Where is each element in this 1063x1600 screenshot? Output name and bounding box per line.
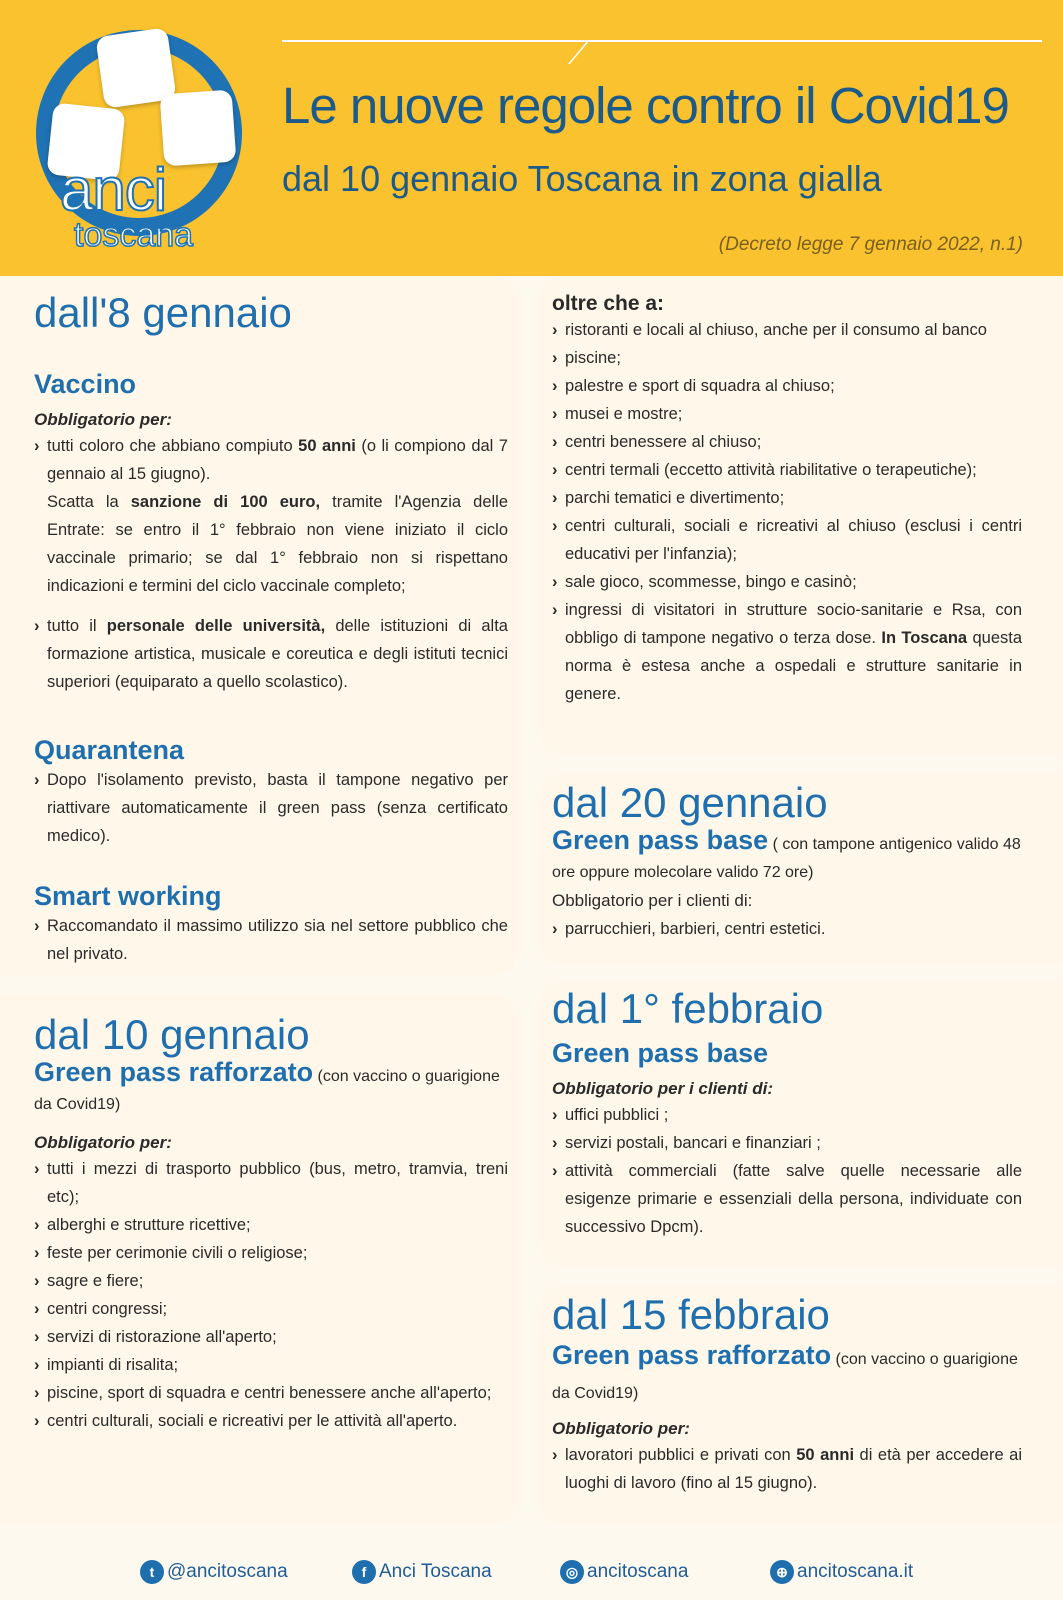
speech-bubble-tail <box>568 40 624 64</box>
vaccino-list <box>34 432 508 696</box>
section-date: dal 20 gennaio <box>552 779 828 826</box>
list-item: › centri culturali, sociali e ricreativi al chiuso (esclusi i centri educativi per l'infanzia); <box>552 512 1022 568</box>
list-item: › servizi di ristorazione all'aperto; <box>34 1323 508 1351</box>
list-item: › servizi postali, bancari e finanziari ; <box>552 1129 1022 1157</box>
section-date: dal 1° febbraio <box>552 985 824 1032</box>
header-banner <box>0 0 1063 276</box>
facebook-link[interactable]: f Anci Toscana <box>352 1560 492 1584</box>
anci-toscana-logo <box>14 10 264 260</box>
list-item: › uffici pubblici ; <box>552 1101 1022 1129</box>
obligation-label: Obbligatorio per i clienti di: <box>552 891 753 911</box>
logo-word: anci <box>60 156 167 223</box>
green-pass-heading: Green pass rafforzato (con vaccino o guarigione da Covid19) <box>552 1340 1018 1403</box>
list-item: › ingressi di visitatori in strutture socio-sanitarie e Rsa, con obbligo di tampone negativo o terza dose. In Toscana questa norma è estesa anche a ospedali e strutture sanitarie in genere. <box>552 596 1022 708</box>
twitter-link[interactable]: t @ancitoscana <box>140 1560 288 1584</box>
speech-bubble-line <box>282 40 1042 42</box>
section-dall-8-gennaio <box>34 290 508 336</box>
page-subtitle: dal 10 gennaio Toscana in zona gialla <box>282 158 882 199</box>
list-item: › piscine, sport di squadra e centri benessere anche all'aperto; <box>34 1379 508 1407</box>
section-dal-1-febbraio <box>552 986 1022 1241</box>
vaccino-block <box>34 368 508 696</box>
list-item: › centri benessere al chiuso; <box>552 428 1022 456</box>
list-item: › sagre e fiere; <box>34 1267 508 1295</box>
list-item: › parchi tematici e divertimento; <box>552 484 1022 512</box>
list-item: › ristoranti e locali al chiuso, anche per il consumo al banco <box>552 316 1022 344</box>
section-heading: Vaccino <box>34 369 137 399</box>
obligation-label: Obbligatorio per i clienti di: <box>552 1079 774 1099</box>
globe-icon: ⊕ <box>770 1560 794 1584</box>
instagram-icon: ◎ <box>560 1560 584 1584</box>
list-item: › musei e mostre; <box>552 400 1022 428</box>
list-item: › palestre e sport di squadra al chiuso; <box>552 372 1022 400</box>
list-item: › Raccomandato il massimo utilizzo sia nel settore pubblico che nel privato. <box>34 912 508 968</box>
quarantena-block <box>34 734 508 850</box>
list-item: › feste per cerimonie civili o religiose; <box>34 1239 508 1267</box>
list-item: › lavoratori pubblici e privati con 50 anni di età per accedere ai luoghi di lavoro (fino al 15 giugno). <box>552 1441 1022 1497</box>
section-date: dall'8 gennaio <box>34 289 292 336</box>
list-item: › tutto il personale delle università, delle istituzioni di alta formazione artistica, musicale e coreutica e degli istituti tecnici superiori (equiparato a quello scolastico). <box>34 612 508 696</box>
obligation-label: Obbligatorio per: <box>552 1419 690 1439</box>
decree-reference: (Decreto legge 7 gennaio 2022, n.1) <box>718 234 1023 255</box>
list-item: › alberghi e strutture ricettive; <box>34 1211 508 1239</box>
section-heading: Quarantena <box>34 735 185 765</box>
smart-working-block <box>34 880 508 968</box>
instagram-link[interactable]: ◎ ancitoscana <box>560 1560 688 1584</box>
rafforzato-list <box>34 1155 508 1435</box>
section-date: dal 10 gennaio <box>34 1011 310 1058</box>
twitter-icon: t <box>140 1560 164 1584</box>
section-dal-20-gennaio <box>552 780 1022 943</box>
list-item: › tutti coloro che abbiano compiuto 50 anni (o li compiono dal 7 gennaio al 15 giugno). Scatta la sanzione di 100 euro, tramite l'Agenzia delle Entrate: se entro il 1° febbraio non viene iniziato il ciclo vaccinale primario; se dal 1° febbraio non si rispettano indicazioni e termini del ciclo vaccinale completo; <box>34 432 508 600</box>
oltre-list <box>552 316 1022 708</box>
list-item: › centri termali (eccetto attività riabilitative o terapeutiche); <box>552 456 1022 484</box>
list-item: › attività commerciali (fatte salve quelle necessarie alle esigenze primarie e essenziali della persona, individuate con successivo Dpcm). <box>552 1157 1022 1241</box>
obligation-label: Obbligatorio per: <box>34 410 172 430</box>
section-dal-15-febbraio <box>552 1292 1022 1497</box>
obligation-label: Obbligatorio per: <box>34 1133 172 1153</box>
section-dal-10-gennaio <box>34 1012 508 1435</box>
page-title: Le nuove regole contro il Covid19 <box>282 77 1009 134</box>
logo-region: toscana <box>74 216 194 254</box>
list-item: › sale gioco, scommesse, bingo e casinò; <box>552 568 1022 596</box>
green-pass-heading: Green pass base ( con tampone antigenico valido 48 ore oppure molecolare valido 72 ore) <box>552 825 1021 882</box>
logo-square <box>160 90 237 167</box>
list-item: › centri culturali, sociali e ricreativi per le attività all'aperto. <box>34 1407 508 1435</box>
section-date: dal 15 febbraio <box>552 1291 830 1338</box>
list-item: › parrucchieri, barbieri, centri estetici. <box>552 915 1022 943</box>
section-oltre-che-a <box>552 292 1022 708</box>
green-pass-heading: Green pass base <box>552 1038 769 1069</box>
list-item: › piscine; <box>552 344 1022 372</box>
green-pass-heading: Green pass rafforzato (con vaccino o guarigione da Covid19) <box>34 1057 500 1114</box>
section-heading: oltre che a: <box>552 292 665 315</box>
facebook-icon: f <box>352 1560 376 1584</box>
list-item: › tutti i mezzi di trasporto pubblico (bus, metro, tramvia, treni etc); <box>34 1155 508 1211</box>
list-item: › impianti di risalita; <box>34 1351 508 1379</box>
website-link[interactable]: ⊕ ancitoscana.it <box>770 1560 913 1584</box>
list-item: › Dopo l'isolamento previsto, basta il tampone negativo per riattivare automaticamente il green pass (senza certificato medico). <box>34 766 508 850</box>
section-heading: Smart working <box>34 881 222 911</box>
list-item: › centri congressi; <box>34 1295 508 1323</box>
